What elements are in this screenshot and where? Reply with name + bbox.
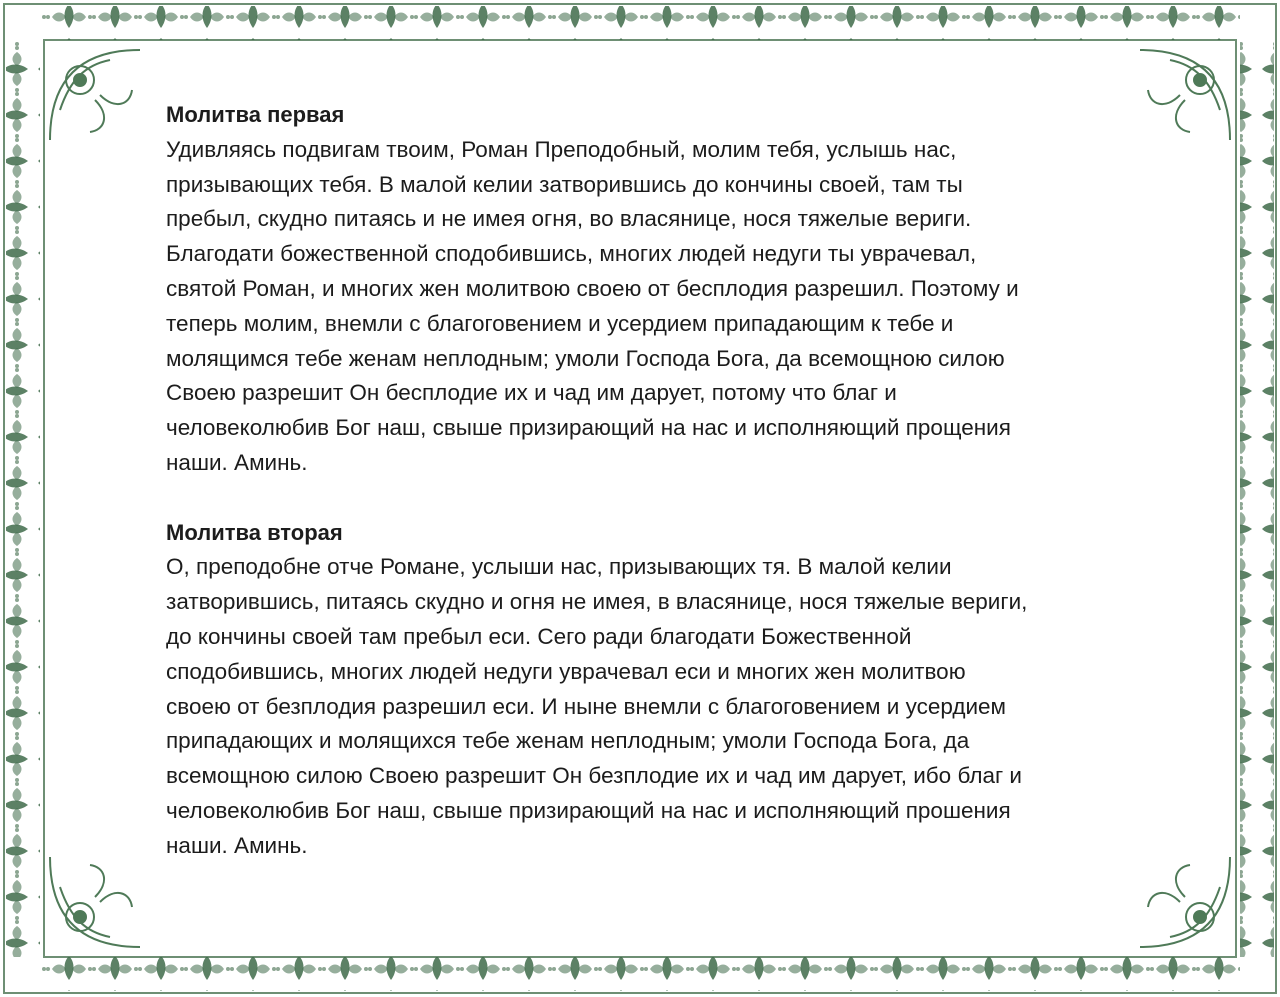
prayer-title: Молитва первая [166,102,345,127]
corner-flourish-top-left [50,50,140,140]
prayer-line: своею от безплодия разрешил еси. И ныне внемли с благоговением и усердием [166,693,1007,719]
prayer-line: святой Роман, и многих жен молитвою своею от бесплодия разрешил. Поэтому и [166,275,1019,301]
prayer-second [166,516,1166,864]
prayer-line: Благодати божественной сподобившись, многих людей недуги ты уврачевал, [166,241,977,267]
prayer-line: затворившись, питаясь скудно и огня не имея, в власянице, нося тяжелые вериги, [166,589,1028,615]
prayer-line: человеколюбив Бог наш, свыше призирающий на нас и исполняющий прошения [166,797,1011,823]
prayer-line: теперь молим, внемли с благоговением и усердием припадающим к тебе и [166,310,954,336]
prayer-line: до кончины своей там пребыл еси. Сего ради благодати Божественной [166,623,912,649]
prayer-text [166,98,1166,864]
prayer-title: Молитва вторая [166,519,343,545]
prayer-line: призывающих тебя. В малой келии затворившись до кончины своей, там ты [166,171,963,197]
corner-flourish-bottom-right [1140,857,1230,947]
prayer-line: Удивляясь подвигам твоим, Роман Преподобный, молим тебя, услышь нас, [166,136,957,162]
prayer-line: наши. Аминь. [166,832,308,858]
corner-flourish-bottom-left [50,857,140,947]
prayer-line: всемощною силою Своею разрешит Он безплодие их и чад им дарует, ибо благ и [166,763,1022,789]
prayer-line: молящимся тебе женам неплодным; умоли Господа Бога, да всемощною силою [166,345,1005,371]
prayer-line: наши. Аминь. [166,449,308,475]
prayer-line: человеколюбив Бог наш, свыше призирающий на нас и исполняющий прощения [166,415,1011,441]
prayer-line: припадающих и молящихся тебе женам неплодным; умоли Господа Бога, да [166,728,970,754]
prayer-first [166,98,1166,481]
prayer-line: О, преподобне отче Романе, услыши нас, призывающих тя. В малой келии [166,554,952,580]
prayer-line: пребыл, скудно питаясь и не имея огня, во власянице, нося тяжелые вериги. [166,206,972,232]
prayer-line: сподобившись, многих людей недуги уврачевал еси и многих жен молитвою [166,658,966,684]
prayer-line: Своею разрешит Он бесплодие их и чад им дарует, потому что благ и [166,380,897,406]
